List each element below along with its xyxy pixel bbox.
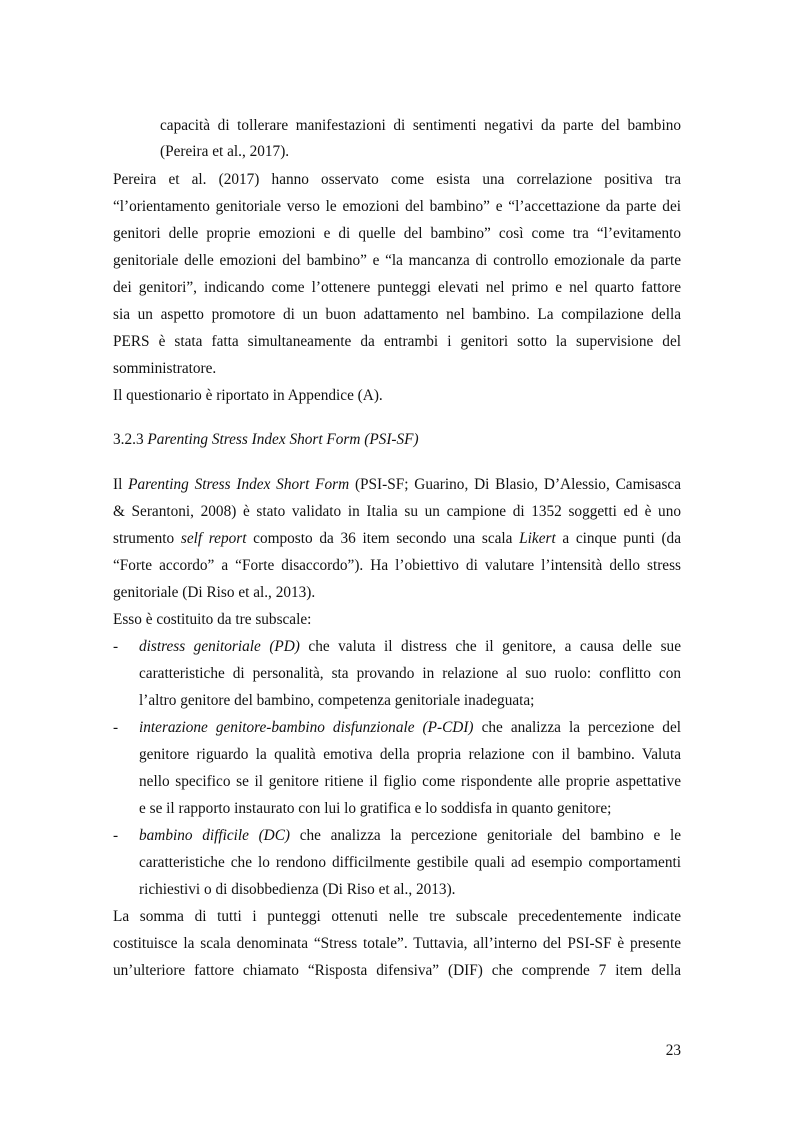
italic-text: interazione genitore-bambino disfunzionale (P-CDI) [139, 719, 474, 736]
list-item-line [139, 772, 681, 792]
list-item-line [139, 799, 681, 819]
text-line [113, 332, 681, 352]
text-segment: caratteristiche di personalità, sta provando in relazione al suo ruolo: conflitto con [139, 665, 681, 682]
text-segment: “Forte accordo” a “Forte disaccordo”). Ha l’obiettivo di valutare l’intensità dello stress [113, 557, 681, 574]
text-segment: Esso è costituito da tre subscale: [113, 611, 312, 628]
text-segment: genitoriale delle emozioni del bambino” e “la mancanza di controllo emozionale da parte [113, 252, 681, 269]
text-segment: che analizza la percezione del [473, 719, 681, 736]
text-segment: (Pereira et al., 2017). [160, 143, 290, 160]
text-segment: composto da 36 item secondo una scala [246, 530, 520, 547]
text-segment: dei genitori”, indicando come l’ottenere punteggi elevati nel primo e nel quarto fattore [113, 279, 681, 296]
text-segment: un’ulteriore fattore chiamato “Risposta difensiva” (DIF) che comprende 7 item della [113, 962, 681, 979]
list-item-line [139, 691, 681, 711]
text-segment: “l’orientamento genitoriale verso le emozioni del bambino” e “l’accettazione da parte dei [113, 198, 681, 215]
italic-text: bambino difficile (DC) [139, 827, 291, 844]
text-segment: genitori delle proprie emozioni e di quelle del bambino” così come tra “l’evitamento [113, 225, 681, 242]
text-segment: l’altro genitore del bambino, competenza genitoriale inadeguata; [139, 692, 535, 709]
text-line [113, 197, 681, 217]
list-item-line [139, 853, 681, 873]
text-line [113, 170, 681, 190]
text-line [113, 502, 681, 522]
text-segment: a cinque punti (da [555, 530, 681, 547]
text-segment: e se il rapporto instaurato con lui lo gratifica e lo soddisfa in quanto genitore; [139, 800, 612, 817]
text-segment: costituisce la scala denominata “Stress totale”. Tuttavia, all’interno del PSI-SF è presente [113, 935, 681, 952]
italic-text: self report [180, 530, 247, 547]
text-segment: Pereira et al. (2017) hanno osservato come esista una correlazione positiva tra [113, 171, 681, 188]
text-segment: sia un aspetto promotore di un buon adattamento nel bambino. La compilazione della [113, 306, 681, 323]
text-segment: genitore riguardo la qualità emotiva della propria relazione con il bambino. Valuta [139, 746, 681, 763]
italic-text: Likert [519, 530, 556, 547]
italic-text: Parenting Stress Index Short Form [128, 476, 350, 493]
text-line [160, 142, 681, 162]
text-line [113, 251, 681, 271]
text-segment: genitoriale (Di Riso et al., 2013). [113, 584, 316, 601]
text-line [113, 386, 681, 406]
text-segment: nello specifico se il genitore ritiene il figlio come rispondente alle proprie aspettative [139, 773, 681, 790]
italic-text: Parenting Stress Index Short Form (PSI-SF) [147, 431, 419, 448]
text-segment: & Serantoni, 2008) è stato validato in Italia su un campione di 1352 soggetti ed è uno [113, 503, 681, 520]
section-heading [113, 430, 681, 450]
text-line [113, 961, 681, 981]
text-segment: 3.2.3 [113, 431, 148, 448]
italic-text: distress genitoriale (PD) [139, 638, 300, 655]
text-line [113, 278, 681, 298]
list-bullet: - [113, 827, 119, 844]
text-segment: La somma di tutti i punteggi ottenuti nelle tre subscale precedentemente indicate [113, 908, 681, 925]
text-line [113, 556, 681, 576]
text-segment: che valuta il distress che il genitore, a causa delle sue [299, 638, 681, 655]
list-item-line [139, 664, 681, 684]
text-line [113, 359, 681, 379]
list-item-line [139, 637, 681, 657]
text-segment: strumento [113, 530, 181, 547]
text-segment: PERS è stata fatta simultaneamente da entrambi i genitori sotto la supervisione del [113, 333, 681, 350]
text-segment: somministratore. [113, 360, 217, 377]
text-segment: Il questionario è riportato in Appendice (A). [113, 387, 383, 404]
text-line [113, 934, 681, 954]
list-item-line [139, 718, 681, 738]
list-item-line [139, 826, 681, 846]
text-line [113, 529, 681, 549]
list-item-line [139, 745, 681, 765]
text-segment: capacità di tollerare manifestazioni di sentimenti negativi da parte del bambino [160, 117, 681, 134]
text-line [113, 305, 681, 325]
text-line [113, 907, 681, 927]
text-line [113, 475, 681, 495]
text-line [113, 583, 681, 603]
text-line [160, 116, 681, 136]
text-segment: Il [113, 476, 129, 493]
text-segment: caratteristiche che lo rendono difficilmente gestibile quali ad esempio comportamenti [139, 854, 681, 871]
list-item-line [139, 880, 681, 900]
text-line [113, 224, 681, 244]
page-number: 23 [665, 1042, 681, 1059]
text-line [113, 610, 681, 630]
list-bullet: - [113, 638, 119, 655]
text-segment: che analizza la percezione genitoriale del bambino e le [290, 827, 681, 844]
text-segment: richiestivi o di disobbedienza (Di Riso et al., 2013). [139, 881, 456, 898]
text-segment: (PSI-SF; Guarino, Di Blasio, D’Alessio, Camisasca [349, 476, 681, 493]
list-bullet: - [113, 719, 119, 736]
